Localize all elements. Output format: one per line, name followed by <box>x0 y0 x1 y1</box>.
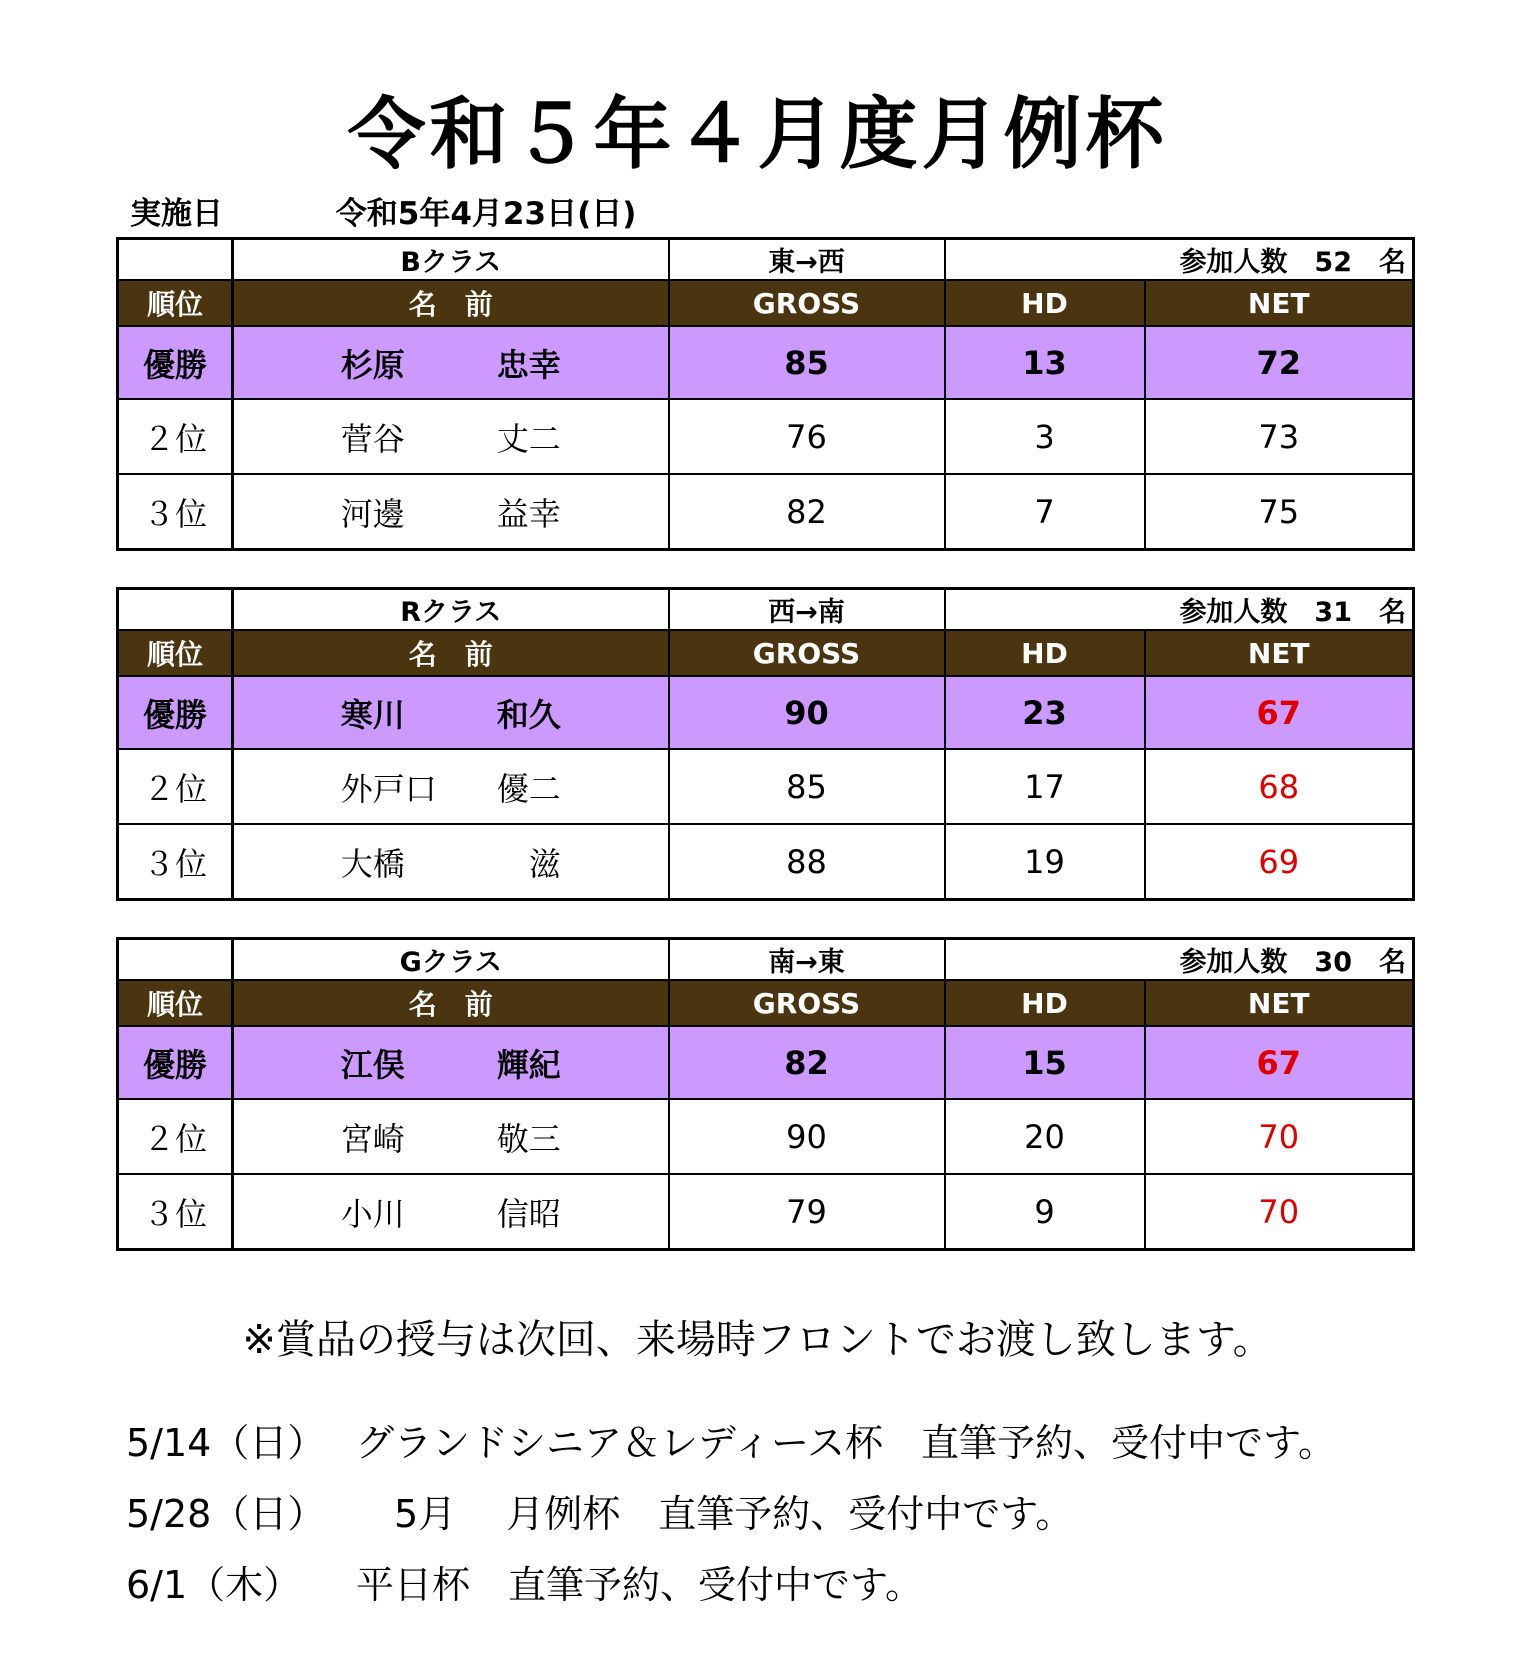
name-cell <box>233 399 669 474</box>
blank-cell <box>118 589 233 631</box>
course-route: 東→西 <box>669 239 945 281</box>
first-name: 丈二 <box>496 419 561 458</box>
first-name: 滋 <box>528 844 561 883</box>
blank-cell <box>118 239 233 281</box>
table-row <box>118 749 1414 824</box>
first-name: 和久 <box>496 695 561 734</box>
table-row <box>118 1026 1414 1099</box>
net-cell: 67 <box>1145 676 1414 749</box>
gross-cell: 82 <box>669 1026 945 1099</box>
gross-cell: 90 <box>669 676 945 749</box>
table-row <box>118 326 1414 399</box>
gross-cell: 79 <box>669 1174 945 1250</box>
col-net: NET <box>1145 630 1414 676</box>
gross-cell: 88 <box>669 824 945 900</box>
first-name: 優二 <box>496 769 561 808</box>
date-label: 実施日 <box>130 196 223 232</box>
table-row <box>118 474 1414 550</box>
schedule-date: 5/28（日） <box>126 1492 326 1536</box>
table-row <box>118 676 1414 749</box>
hd-cell: 7 <box>945 474 1145 550</box>
gross-cell: 76 <box>669 399 945 474</box>
net-cell: 73 <box>1145 399 1414 474</box>
prize-note: ※賞品の授与は次回、来場時フロントでお渡し致します。 <box>242 1317 1273 1363</box>
col-rank: 順位 <box>118 630 233 676</box>
col-net: NET <box>1145 280 1414 326</box>
last-name: 河邊 <box>340 494 405 533</box>
table-row <box>118 1174 1414 1250</box>
col-net: NET <box>1145 980 1414 1026</box>
name-cell <box>233 824 669 900</box>
last-name: 寒川 <box>340 695 405 734</box>
name-cell <box>233 676 669 749</box>
class-name: Bクラス <box>233 239 669 281</box>
class-header-row <box>118 239 1414 281</box>
name-cell <box>233 749 669 824</box>
last-name: 菅谷 <box>340 419 405 458</box>
col-name: 名 前 <box>233 980 669 1026</box>
name-cell <box>233 1174 669 1250</box>
rank-cell: ３位 <box>118 824 233 900</box>
first-name: 輝紀 <box>496 1045 561 1084</box>
first-name: 益幸 <box>496 494 561 533</box>
col-hd: HD <box>945 630 1145 676</box>
hd-cell: 19 <box>945 824 1145 900</box>
hd-cell: 23 <box>945 676 1145 749</box>
name-cell <box>233 1099 669 1174</box>
col-gross: GROSS <box>669 280 945 326</box>
rank-cell: 優勝 <box>118 676 233 749</box>
class-name: Rクラス <box>233 589 669 631</box>
class-header-row <box>118 589 1414 631</box>
column-header-row <box>118 630 1414 676</box>
course-route: 南→東 <box>669 939 945 981</box>
net-cell: 72 <box>1145 326 1414 399</box>
col-rank: 順位 <box>118 980 233 1026</box>
hd-cell: 15 <box>945 1026 1145 1099</box>
net-cell: 70 <box>1145 1099 1414 1174</box>
last-name: 杉原 <box>340 345 405 384</box>
schedule-date: 5/14（日） <box>126 1421 326 1465</box>
results-table-b <box>116 237 1415 551</box>
hd-cell: 17 <box>945 749 1145 824</box>
rank-cell: ３位 <box>118 1174 233 1250</box>
gross-cell: 85 <box>669 326 945 399</box>
last-name: 外戸口 <box>340 769 437 808</box>
hd-cell: 13 <box>945 326 1145 399</box>
net-cell: 67 <box>1145 1026 1414 1099</box>
gross-cell: 82 <box>669 474 945 550</box>
blank-cell <box>118 939 233 981</box>
participant-count: 参加人数 52 名 <box>945 239 1414 281</box>
first-name: 忠幸 <box>496 345 561 384</box>
col-rank: 順位 <box>118 280 233 326</box>
participant-count: 参加人数 31 名 <box>945 589 1414 631</box>
table-row <box>118 824 1414 900</box>
name-cell <box>233 1026 669 1099</box>
class-header-row <box>118 939 1414 981</box>
course-route: 西→南 <box>669 589 945 631</box>
net-cell: 68 <box>1145 749 1414 824</box>
schedule-text: 5月 月例杯 直筆予約、受付中です。 <box>356 1492 1074 1536</box>
net-cell: 70 <box>1145 1174 1414 1250</box>
date-value: 令和5年4月23日(日) <box>335 196 637 232</box>
results-table-g <box>116 937 1415 1251</box>
col-gross: GROSS <box>669 980 945 1026</box>
col-name: 名 前 <box>233 280 669 326</box>
hd-cell: 3 <box>945 399 1145 474</box>
gross-cell: 85 <box>669 749 945 824</box>
rank-cell: ２位 <box>118 1099 233 1174</box>
rank-cell: ２位 <box>118 399 233 474</box>
rank-cell: ２位 <box>118 749 233 824</box>
last-name: 大橋 <box>340 844 405 883</box>
hd-cell: 9 <box>945 1174 1145 1250</box>
table-row <box>118 1099 1414 1174</box>
net-cell: 75 <box>1145 474 1414 550</box>
table-row <box>118 399 1414 474</box>
page-title: 令和５年４月度月例杯 <box>347 90 1168 180</box>
rank-cell: 優勝 <box>118 326 233 399</box>
col-hd: HD <box>945 280 1145 326</box>
col-gross: GROSS <box>669 630 945 676</box>
col-hd: HD <box>945 980 1145 1026</box>
hd-cell: 20 <box>945 1099 1145 1174</box>
schedule-item <box>126 1483 1073 1538</box>
first-name: 信昭 <box>496 1194 561 1233</box>
rank-cell: 優勝 <box>118 1026 233 1099</box>
schedule-date: 6/1（木） <box>126 1563 302 1607</box>
gross-cell: 90 <box>669 1099 945 1174</box>
col-name: 名 前 <box>233 630 669 676</box>
column-header-row <box>118 980 1414 1026</box>
name-cell <box>233 474 669 550</box>
last-name: 宮崎 <box>340 1119 405 1158</box>
name-cell <box>233 326 669 399</box>
schedule-item <box>126 1412 1336 1467</box>
column-header-row <box>118 280 1414 326</box>
event-date-row <box>130 188 636 233</box>
class-name: Gクラス <box>233 939 669 981</box>
schedule-item <box>126 1554 923 1609</box>
last-name: 江俣 <box>340 1045 405 1084</box>
participant-count: 参加人数 30 名 <box>945 939 1414 981</box>
last-name: 小川 <box>340 1194 405 1233</box>
net-cell: 69 <box>1145 824 1414 900</box>
results-table-r <box>116 587 1415 901</box>
schedule-text: グランドシニア＆レディース杯 直筆予約、受付中です。 <box>356 1421 1337 1465</box>
first-name: 敬三 <box>496 1119 561 1158</box>
rank-cell: ３位 <box>118 474 233 550</box>
schedule-text: 平日杯 直筆予約、受付中です。 <box>356 1563 923 1607</box>
